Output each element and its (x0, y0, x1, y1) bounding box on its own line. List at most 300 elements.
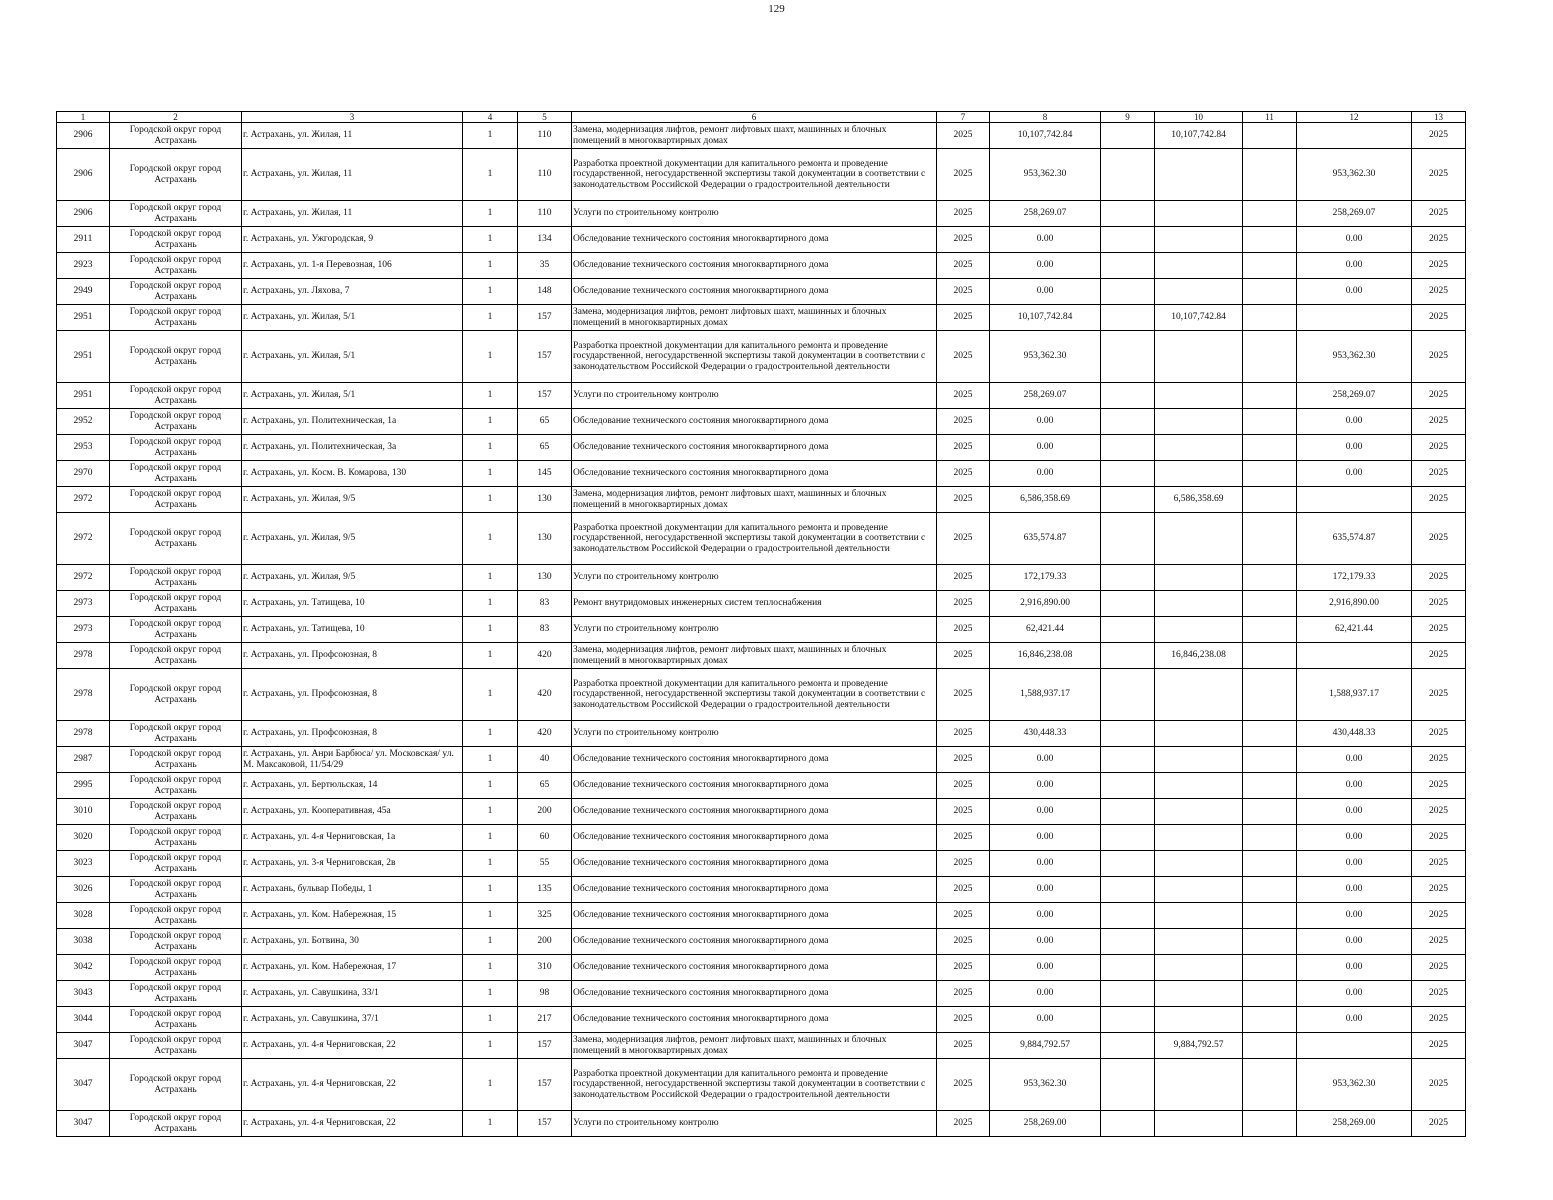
col-9-cell (1101, 305, 1155, 331)
completion-year-cell: 2025 (1412, 1007, 1466, 1033)
total-cost-cell: 953,362.30 (990, 1059, 1101, 1111)
fund-cost-cell (1155, 591, 1243, 617)
col-9-cell (1101, 331, 1155, 383)
col-4-cell: 1 (463, 1033, 518, 1059)
work-type-cell: Разработка проектной документации для капитального ремонта и проведение государственной, негосударственной экспертизы такой документации в соответствии с законодательством Российской Федерации о градостроительной деятельности (572, 669, 937, 721)
fund-cost-cell (1155, 1007, 1243, 1033)
col-4-cell: 1 (463, 1007, 518, 1033)
table-row (57, 435, 1466, 461)
municipality-cell: Городской округ город Астрахань (110, 669, 242, 721)
work-type-cell: Обследование технического состояния многоквартирного дома (572, 435, 937, 461)
total-cost-cell: 258,269.00 (990, 1111, 1101, 1137)
column-header-11: 11 (1243, 112, 1297, 123)
address-cell: г. Астрахань, ул. Политехническая, 3а (242, 435, 463, 461)
address-cell: г. Астрахань, ул. Савушкина, 33/1 (242, 981, 463, 1007)
col-5-cell: 148 (518, 279, 572, 305)
year-cell: 2025 (937, 149, 990, 201)
table-row (57, 721, 1466, 747)
year-cell: 2025 (937, 721, 990, 747)
row-number-cell: 2951 (57, 383, 110, 409)
year-cell: 2025 (937, 617, 990, 643)
completion-year-cell: 2025 (1412, 851, 1466, 877)
total-cost-cell: 0.00 (990, 929, 1101, 955)
column-header-1: 1 (57, 112, 110, 123)
municipality-cell: Городской округ город Астрахань (110, 1033, 242, 1059)
col-4-cell: 1 (463, 1059, 518, 1111)
work-type-cell: Услуги по строительному контролю (572, 1111, 937, 1137)
work-type-cell: Обследование технического состояния многоквартирного дома (572, 747, 937, 773)
municipality-cell: Городской округ город Астрахань (110, 435, 242, 461)
completion-year-cell: 2025 (1412, 617, 1466, 643)
col-11-cell (1243, 461, 1297, 487)
address-cell: г. Астрахань, ул. Жилая, 5/1 (242, 305, 463, 331)
municipality-cell: Городской округ город Астрахань (110, 1059, 242, 1111)
total-cost-cell: 0.00 (990, 747, 1101, 773)
completion-year-cell: 2025 (1412, 981, 1466, 1007)
total-cost-cell: 16,846,238.08 (990, 643, 1101, 669)
col-11-cell (1243, 617, 1297, 643)
year-cell: 2025 (937, 981, 990, 1007)
work-type-cell: Обследование технического состояния многоквартирного дома (572, 253, 937, 279)
completion-year-cell: 2025 (1412, 305, 1466, 331)
col-9-cell (1101, 1059, 1155, 1111)
year-cell: 2025 (937, 955, 990, 981)
row-number-cell: 2978 (57, 721, 110, 747)
total-cost-cell: 62,421.44 (990, 617, 1101, 643)
total-cost-cell: 0.00 (990, 955, 1101, 981)
table-row (57, 149, 1466, 201)
col-11-cell (1243, 851, 1297, 877)
col-9-cell (1101, 227, 1155, 253)
row-number-cell: 3047 (57, 1111, 110, 1137)
row-number-cell: 2906 (57, 149, 110, 201)
col-9-cell (1101, 1111, 1155, 1137)
page-number: 129 (768, 3, 785, 15)
col-11-cell (1243, 305, 1297, 331)
municipality-cell: Городской округ город Астрахань (110, 383, 242, 409)
col-5-cell: 55 (518, 851, 572, 877)
total-cost-cell: 0.00 (990, 981, 1101, 1007)
municipality-cell: Городской округ город Астрахань (110, 1111, 242, 1137)
col-4-cell: 1 (463, 409, 518, 435)
year-cell: 2025 (937, 929, 990, 955)
other-cost-cell: 0.00 (1297, 773, 1412, 799)
table-row (57, 955, 1466, 981)
address-cell: г. Астрахань, ул. Жилая, 11 (242, 149, 463, 201)
col-11-cell (1243, 773, 1297, 799)
col-4-cell: 1 (463, 981, 518, 1007)
total-cost-cell: 1,588,937.17 (990, 669, 1101, 721)
municipality-cell: Городской округ город Астрахань (110, 331, 242, 383)
column-header-12: 12 (1297, 112, 1412, 123)
col-4-cell: 1 (463, 591, 518, 617)
completion-year-cell: 2025 (1412, 149, 1466, 201)
table-row (57, 487, 1466, 513)
completion-year-cell: 2025 (1412, 1033, 1466, 1059)
col-11-cell (1243, 279, 1297, 305)
col-5-cell: 157 (518, 1033, 572, 1059)
table-row (57, 513, 1466, 565)
table-row (57, 877, 1466, 903)
col-4-cell: 1 (463, 305, 518, 331)
year-cell: 2025 (937, 305, 990, 331)
col-9-cell (1101, 383, 1155, 409)
other-cost-cell: 0.00 (1297, 747, 1412, 773)
year-cell: 2025 (937, 383, 990, 409)
col-11-cell (1243, 201, 1297, 227)
municipality-cell: Городской округ город Астрахань (110, 123, 242, 149)
row-number-cell: 2952 (57, 409, 110, 435)
col-4-cell: 1 (463, 487, 518, 513)
address-cell: г. Астрахань, ул. Ужгородская, 9 (242, 227, 463, 253)
col-9-cell (1101, 279, 1155, 305)
year-cell: 2025 (937, 331, 990, 383)
work-type-cell: Услуги по строительному контролю (572, 201, 937, 227)
row-number-cell: 3047 (57, 1033, 110, 1059)
completion-year-cell: 2025 (1412, 383, 1466, 409)
col-11-cell (1243, 1007, 1297, 1033)
col-9-cell (1101, 123, 1155, 149)
table-row (57, 1111, 1466, 1137)
address-cell: г. Астрахань, ул. Анри Барбюса/ ул. Московская/ ул. М. Максаковой, 11/54/29 (242, 747, 463, 773)
work-type-cell: Обследование технического состояния многоквартирного дома (572, 929, 937, 955)
work-type-cell: Обследование технического состояния многоквартирного дома (572, 279, 937, 305)
work-type-cell: Обследование технического состояния многоквартирного дома (572, 955, 937, 981)
total-cost-cell: 172,179.33 (990, 565, 1101, 591)
col-4-cell: 1 (463, 461, 518, 487)
column-header-6: 6 (572, 112, 937, 123)
table-row (57, 643, 1466, 669)
row-number-cell: 2953 (57, 435, 110, 461)
fund-cost-cell (1155, 981, 1243, 1007)
completion-year-cell: 2025 (1412, 487, 1466, 513)
col-9-cell (1101, 591, 1155, 617)
col-4-cell: 1 (463, 279, 518, 305)
col-9-cell (1101, 929, 1155, 955)
col-4-cell: 1 (463, 617, 518, 643)
address-cell: г. Астрахань, ул. Татищева, 10 (242, 591, 463, 617)
address-cell: г. Астрахань, ул. 4-я Черниговская, 22 (242, 1059, 463, 1111)
address-cell: г. Астрахань, ул. Профсоюзная, 8 (242, 721, 463, 747)
row-number-cell: 3026 (57, 877, 110, 903)
other-cost-cell: 62,421.44 (1297, 617, 1412, 643)
year-cell: 2025 (937, 123, 990, 149)
address-cell: г. Астрахань, ул. 4-я Черниговская, 22 (242, 1033, 463, 1059)
completion-year-cell: 2025 (1412, 825, 1466, 851)
year-cell: 2025 (937, 669, 990, 721)
municipality-cell: Городской округ город Астрахань (110, 877, 242, 903)
col-5-cell: 420 (518, 643, 572, 669)
col-5-cell: 157 (518, 1111, 572, 1137)
other-cost-cell (1297, 1033, 1412, 1059)
col-11-cell (1243, 591, 1297, 617)
completion-year-cell: 2025 (1412, 591, 1466, 617)
col-5-cell: 35 (518, 253, 572, 279)
row-number-cell: 2978 (57, 643, 110, 669)
fund-cost-cell: 10,107,742.84 (1155, 305, 1243, 331)
col-9-cell (1101, 617, 1155, 643)
municipality-cell: Городской округ город Астрахань (110, 903, 242, 929)
total-cost-cell: 0.00 (990, 799, 1101, 825)
table-row (57, 825, 1466, 851)
column-header-13: 13 (1412, 112, 1466, 123)
col-5-cell: 157 (518, 305, 572, 331)
table-row (57, 201, 1466, 227)
col-11-cell (1243, 877, 1297, 903)
work-type-cell: Обследование технического состояния многоквартирного дома (572, 851, 937, 877)
table-row (57, 253, 1466, 279)
column-header-8: 8 (990, 112, 1101, 123)
col-5-cell: 130 (518, 513, 572, 565)
total-cost-cell: 0.00 (990, 1007, 1101, 1033)
row-number-cell: 3047 (57, 1059, 110, 1111)
table-row (57, 591, 1466, 617)
work-type-cell: Обследование технического состояния многоквартирного дома (572, 461, 937, 487)
row-number-cell: 2951 (57, 331, 110, 383)
col-9-cell (1101, 513, 1155, 565)
col-9-cell (1101, 955, 1155, 981)
col-5-cell: 98 (518, 981, 572, 1007)
column-header-4: 4 (463, 112, 518, 123)
year-cell: 2025 (937, 773, 990, 799)
municipality-cell: Городской округ город Астрахань (110, 825, 242, 851)
total-cost-cell: 0.00 (990, 227, 1101, 253)
year-cell: 2025 (937, 1033, 990, 1059)
row-number-cell: 3023 (57, 851, 110, 877)
row-number-cell: 2972 (57, 487, 110, 513)
table-row (57, 929, 1466, 955)
fund-cost-cell (1155, 825, 1243, 851)
other-cost-cell: 0.00 (1297, 799, 1412, 825)
address-cell: г. Астрахань, ул. 1-я Перевозная, 106 (242, 253, 463, 279)
completion-year-cell: 2025 (1412, 435, 1466, 461)
fund-cost-cell (1155, 461, 1243, 487)
other-cost-cell: 430,448.33 (1297, 721, 1412, 747)
fund-cost-cell (1155, 149, 1243, 201)
col-4-cell: 1 (463, 513, 518, 565)
year-cell: 2025 (937, 227, 990, 253)
total-cost-cell: 9,884,792.57 (990, 1033, 1101, 1059)
municipality-cell: Городской округ город Астрахань (110, 617, 242, 643)
col-11-cell (1243, 227, 1297, 253)
other-cost-cell: 258,269.07 (1297, 201, 1412, 227)
other-cost-cell: 0.00 (1297, 825, 1412, 851)
work-type-cell: Обследование технического состояния многоквартирного дома (572, 903, 937, 929)
column-header-5: 5 (518, 112, 572, 123)
address-cell: г. Астрахань, ул. Жилая, 11 (242, 201, 463, 227)
work-type-cell: Замена, модернизация лифтов, ремонт лифтовых шахт, машинных и блочных помещений в многоквартирных домах (572, 487, 937, 513)
work-type-cell: Замена, модернизация лифтов, ремонт лифтовых шахт, машинных и блочных помещений в многоквартирных домах (572, 123, 937, 149)
fund-cost-cell (1155, 929, 1243, 955)
other-cost-cell: 0.00 (1297, 279, 1412, 305)
col-4-cell: 1 (463, 565, 518, 591)
municipality-cell: Городской округ город Астрахань (110, 747, 242, 773)
other-cost-cell: 172,179.33 (1297, 565, 1412, 591)
col-11-cell (1243, 409, 1297, 435)
column-header-7: 7 (937, 112, 990, 123)
year-cell: 2025 (937, 825, 990, 851)
address-cell: г. Астрахань, ул. Жилая, 11 (242, 123, 463, 149)
year-cell: 2025 (937, 513, 990, 565)
year-cell: 2025 (937, 903, 990, 929)
col-4-cell: 1 (463, 955, 518, 981)
col-9-cell (1101, 565, 1155, 591)
year-cell: 2025 (937, 851, 990, 877)
completion-year-cell: 2025 (1412, 747, 1466, 773)
other-cost-cell: 0.00 (1297, 851, 1412, 877)
other-cost-cell: 258,269.00 (1297, 1111, 1412, 1137)
year-cell: 2025 (937, 643, 990, 669)
col-4-cell: 1 (463, 331, 518, 383)
table-header (57, 112, 1466, 123)
completion-year-cell: 2025 (1412, 1059, 1466, 1111)
total-cost-cell: 6,586,358.69 (990, 487, 1101, 513)
table-body (57, 123, 1466, 1137)
col-5-cell: 420 (518, 721, 572, 747)
col-9-cell (1101, 1033, 1155, 1059)
address-cell: г. Астрахань, ул. Ком. Набережная, 15 (242, 903, 463, 929)
address-cell: г. Астрахань, ул. Татищева, 10 (242, 617, 463, 643)
col-9-cell (1101, 825, 1155, 851)
municipality-cell: Городской округ город Астрахань (110, 201, 242, 227)
other-cost-cell: 635,574.87 (1297, 513, 1412, 565)
fund-cost-cell (1155, 617, 1243, 643)
col-11-cell (1243, 721, 1297, 747)
work-type-cell: Замена, модернизация лифтов, ремонт лифтовых шахт, машинных и блочных помещений в многоквартирных домах (572, 1033, 937, 1059)
capital-repair-table (56, 111, 1466, 1137)
address-cell: г. Астрахань, ул. Кооперативная, 45а (242, 799, 463, 825)
year-cell: 2025 (937, 747, 990, 773)
year-cell: 2025 (937, 201, 990, 227)
address-cell: г. Астрахань, ул. Профсоюзная, 8 (242, 643, 463, 669)
fund-cost-cell (1155, 955, 1243, 981)
total-cost-cell: 953,362.30 (990, 149, 1101, 201)
municipality-cell: Городской округ город Астрахань (110, 1007, 242, 1033)
col-4-cell: 1 (463, 1111, 518, 1137)
col-9-cell (1101, 903, 1155, 929)
total-cost-cell: 953,362.30 (990, 331, 1101, 383)
municipality-cell: Городской округ город Астрахань (110, 981, 242, 1007)
col-9-cell (1101, 253, 1155, 279)
municipality-cell: Городской округ город Астрахань (110, 305, 242, 331)
col-11-cell (1243, 825, 1297, 851)
col-4-cell: 1 (463, 773, 518, 799)
col-4-cell: 1 (463, 877, 518, 903)
municipality-cell: Городской округ город Астрахань (110, 409, 242, 435)
municipality-cell: Городской округ город Астрахань (110, 591, 242, 617)
work-type-cell: Замена, модернизация лифтов, ремонт лифтовых шахт, машинных и блочных помещений в многоквартирных домах (572, 643, 937, 669)
col-5-cell: 83 (518, 617, 572, 643)
col-4-cell: 1 (463, 435, 518, 461)
municipality-cell: Городской округ город Астрахань (110, 565, 242, 591)
completion-year-cell: 2025 (1412, 565, 1466, 591)
fund-cost-cell (1155, 747, 1243, 773)
work-type-cell: Обследование технического состояния многоквартирного дома (572, 981, 937, 1007)
col-9-cell (1101, 643, 1155, 669)
fund-cost-cell (1155, 1059, 1243, 1111)
col-11-cell (1243, 643, 1297, 669)
col-11-cell (1243, 955, 1297, 981)
table-row (57, 227, 1466, 253)
other-cost-cell: 0.00 (1297, 903, 1412, 929)
work-type-cell: Разработка проектной документации для капитального ремонта и проведение государственной, негосударственной экспертизы такой документации в соответствии с законодательством Российской Федерации о градостроительной деятельности (572, 513, 937, 565)
col-4-cell: 1 (463, 903, 518, 929)
completion-year-cell: 2025 (1412, 331, 1466, 383)
address-cell: г. Астрахань, ул. 4-я Черниговская, 1а (242, 825, 463, 851)
col-5-cell: 134 (518, 227, 572, 253)
completion-year-cell: 2025 (1412, 1111, 1466, 1137)
work-type-cell: Услуги по строительному контролю (572, 721, 937, 747)
col-4-cell: 1 (463, 253, 518, 279)
fund-cost-cell (1155, 565, 1243, 591)
col-4-cell: 1 (463, 747, 518, 773)
col-5-cell: 420 (518, 669, 572, 721)
other-cost-cell: 0.00 (1297, 981, 1412, 1007)
fund-cost-cell (1155, 409, 1243, 435)
table-row (57, 851, 1466, 877)
fund-cost-cell (1155, 227, 1243, 253)
work-type-cell: Разработка проектной документации для капитального ремонта и проведение государственной, негосударственной экспертизы такой документации в соответствии с законодательством Российской Федерации о градостроительной деятельности (572, 149, 937, 201)
table-row (57, 981, 1466, 1007)
fund-cost-cell (1155, 435, 1243, 461)
fund-cost-cell (1155, 851, 1243, 877)
work-type-cell: Обследование технического состояния многоквартирного дома (572, 409, 937, 435)
total-cost-cell: 0.00 (990, 279, 1101, 305)
other-cost-cell (1297, 487, 1412, 513)
other-cost-cell (1297, 643, 1412, 669)
fund-cost-cell (1155, 773, 1243, 799)
col-11-cell (1243, 253, 1297, 279)
col-9-cell (1101, 149, 1155, 201)
total-cost-cell: 10,107,742.84 (990, 123, 1101, 149)
other-cost-cell: 0.00 (1297, 461, 1412, 487)
col-9-cell (1101, 669, 1155, 721)
col-5-cell: 110 (518, 149, 572, 201)
municipality-cell: Городской округ город Астрахань (110, 955, 242, 981)
year-cell: 2025 (937, 435, 990, 461)
completion-year-cell: 2025 (1412, 955, 1466, 981)
total-cost-cell: 2,916,890.00 (990, 591, 1101, 617)
fund-cost-cell: 9,884,792.57 (1155, 1033, 1243, 1059)
municipality-cell: Городской округ город Астрахань (110, 773, 242, 799)
col-11-cell (1243, 929, 1297, 955)
table-row (57, 1059, 1466, 1111)
total-cost-cell: 0.00 (990, 903, 1101, 929)
table-row (57, 799, 1466, 825)
col-4-cell: 1 (463, 799, 518, 825)
col-9-cell (1101, 487, 1155, 513)
col-9-cell (1101, 409, 1155, 435)
table-row (57, 383, 1466, 409)
other-cost-cell: 0.00 (1297, 409, 1412, 435)
completion-year-cell: 2025 (1412, 409, 1466, 435)
col-11-cell (1243, 435, 1297, 461)
table-row (57, 747, 1466, 773)
table-row (57, 305, 1466, 331)
col-5-cell: 60 (518, 825, 572, 851)
col-5-cell: 200 (518, 929, 572, 955)
year-cell: 2025 (937, 487, 990, 513)
municipality-cell: Городской округ город Астрахань (110, 929, 242, 955)
row-number-cell: 2949 (57, 279, 110, 305)
col-5-cell: 157 (518, 1059, 572, 1111)
work-type-cell: Разработка проектной документации для капитального ремонта и проведение государственной, негосударственной экспертизы такой документации в соответствии с законодательством Российской Федерации о градостроительной деятельности (572, 1059, 937, 1111)
col-9-cell (1101, 435, 1155, 461)
table-row (57, 409, 1466, 435)
column-header-2: 2 (110, 112, 242, 123)
year-cell: 2025 (937, 591, 990, 617)
fund-cost-cell (1155, 1111, 1243, 1137)
